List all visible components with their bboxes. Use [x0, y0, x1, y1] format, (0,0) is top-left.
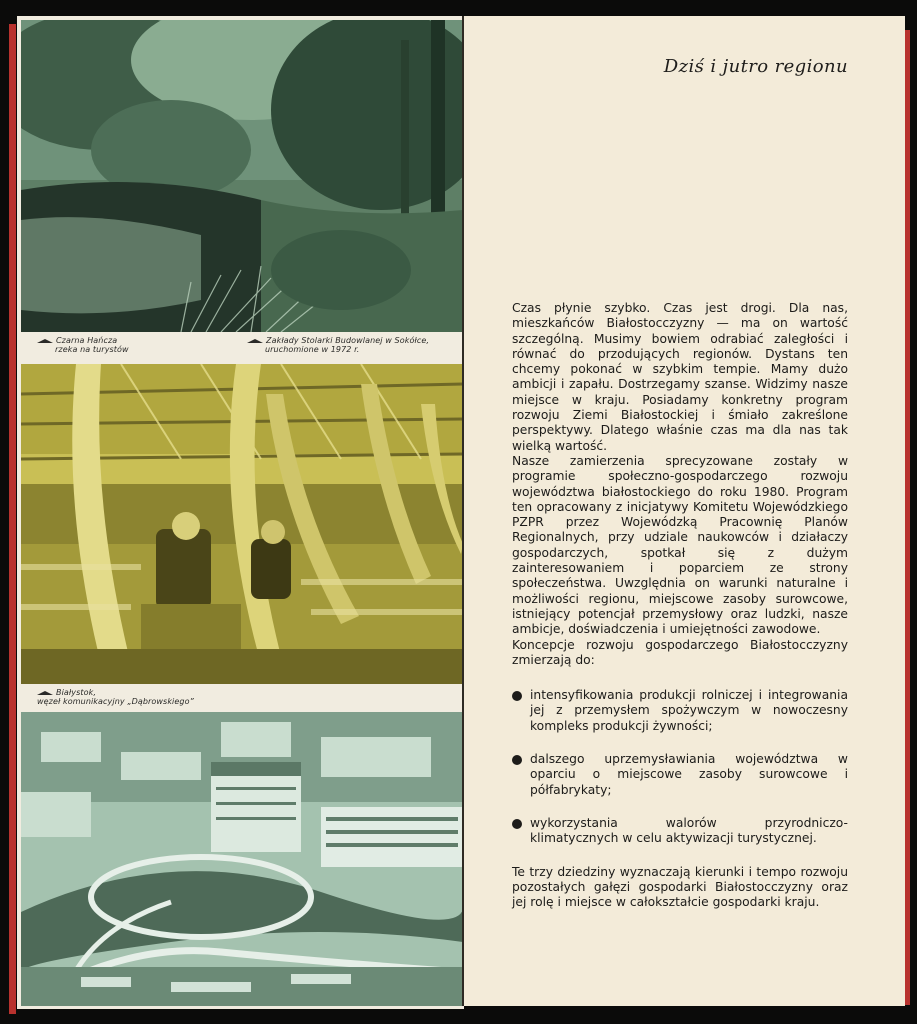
bullet-list: [512, 688, 848, 846]
caption-arrow-icon: [37, 339, 53, 343]
bullet-dot-icon: [512, 819, 522, 829]
page-title: Dziś i jutro regionu: [663, 56, 848, 77]
caption-river-line1: Czarna Hańcza: [56, 336, 118, 345]
photo-factory: [21, 364, 463, 684]
bullet-text: wykorzystania walorów przyrodniczo-klimatycznych w celu aktywizacji turystycznej.: [530, 815, 848, 846]
paragraph-3: Koncepcje rozwoju gospodarczego Białostocczyzny zmierzają do:: [512, 637, 848, 667]
list-item: [512, 688, 848, 734]
caption-factory-line2: uruchomione w 1972 r.: [265, 345, 360, 354]
caption-arrow-icon: [37, 691, 53, 695]
bullet-dot-icon: [512, 691, 522, 701]
caption-arrow-icon: [247, 339, 263, 343]
paragraph-1: Czas płynie szybko. Czas jest drogi. Dla nas, mieszkańców Białostocczyzny — ma on wartość szczególną. Musimy bowiem odrabiać zaległości i równać do przodujących regionów. Dystans ten chcemy pokonać w szybkim tempie. Mamy dużo ambicji i zapału. Dostrzegamy szanse. Widzimy nasze miejsce w kraju. Posiadamy konkretny program rozwoju Ziemi Białostockiej i śmiało zakreślone perspektywy. Dlatego właśnie czas ma dla nas tak wielką wartość.: [512, 301, 848, 453]
caption-river: [37, 336, 207, 354]
binding-edge-left: [9, 24, 16, 1014]
list-item: [512, 816, 848, 847]
caption-factory-line1: Zakłady Stolarki Budowlanej w Sokółce,: [266, 336, 429, 345]
photo-city: [21, 712, 463, 1006]
closing-paragraph: Te trzy dziedziny wyznaczają kierunki i tempo rozwoju pozostałych gałęzi gospodarki Białostocczyzny oraz jej rolę i miejsce w całokształcie gospodarki kraju.: [512, 864, 848, 910]
photo-river: [21, 20, 463, 332]
left-page: [17, 16, 464, 1009]
list-item: [512, 752, 848, 798]
caption-river-line2: rzeka na turystów: [55, 345, 129, 354]
caption-factory: [247, 336, 462, 354]
bullet-dot-icon: [512, 755, 522, 765]
paragraph-2: Nasze zamierzenia sprecyzowane zostały w programie społeczno-gospodarczego rozwoju województwa białostockiego do roku 1980. Program ten opracowany z inicjatywy Komitetu Wojewódzkiego PZPR przez Wojewódzką Pracownię Planów Regionalnych, przy udziale naukowców i działaczy gospodarczych, spotkał się z dużym zainteresowaniem i poparciem ze strony społeczeństwa. Uwzględnia on warunki naturalne i możliwości regionu, miejscowe zasoby surowcowe, istniejący potencjał przemysłowy oraz ludzki, nasze ambicje, doświadczenia i umiejętności zawodowe.: [512, 453, 848, 637]
right-page: [464, 16, 905, 1006]
caption-city-line2: węzeł komunikacyjny „Dąbrowskiego”: [37, 697, 194, 706]
caption-city-line1: Białystok,: [56, 688, 97, 697]
bullet-text: dalszego uprzemysławiania województwa w oparciu o miejscowe zasoby surowcowe i półfabrykaty;: [530, 752, 848, 797]
caption-city: [37, 688, 297, 706]
body-text: [512, 301, 848, 910]
bullet-text: intensyfikowania produkcji rolniczej i integrowania jej z przemysłem spożywczym w nowoczesny kompleks produkcji żywności;: [530, 688, 848, 733]
